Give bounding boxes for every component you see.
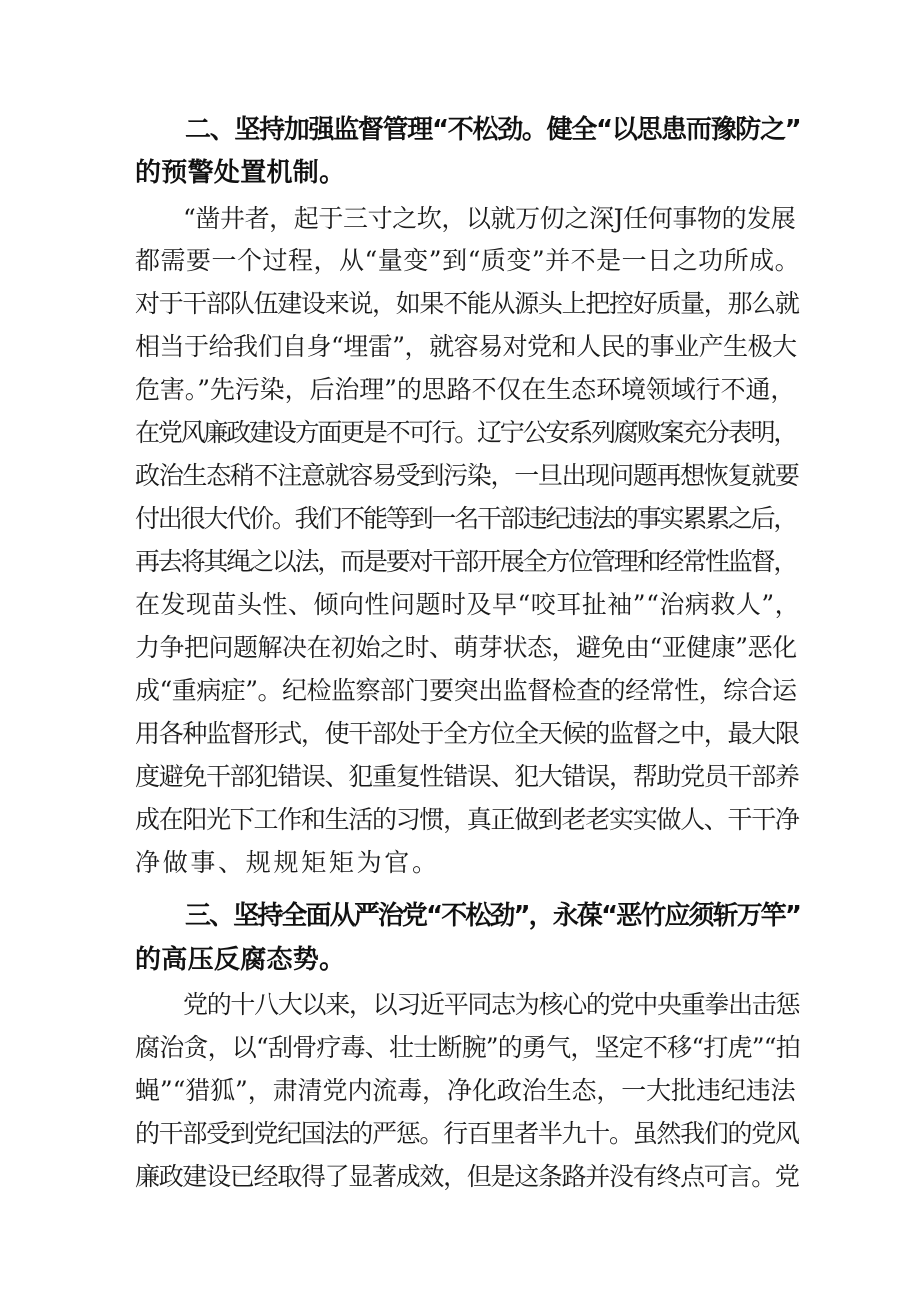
paragraph-line: 在党风廉政建设方面更是不可行。辽宁公安系列腐败案充分表明，: [135, 418, 797, 447]
section2-heading-line1: 二、坚持加强监督管理“不松劲。健全“以思患而豫防之”: [185, 115, 801, 145]
paragraph-line: 成“重病症”。纪检监察部门要突出监督检查的经常性，综合运: [135, 676, 797, 705]
paragraph-line: 危害。”先污染，后治理”的思路不仅在生态环境领域行不通，: [135, 375, 796, 404]
section3-heading-line1: 三、坚持全面从严治党“不松劲”，永葆“恶竹应须斩万竿”: [185, 901, 801, 931]
section2-heading-line2: 的预警处置机制。: [135, 158, 346, 188]
paragraph-line: 腐治贪，以“刮骨疗毒、壮士断腕”的勇气，坚定不移“打虎”“拍: [135, 1033, 800, 1062]
paragraph-line: 付出很大代价。我们不能等到一名干部违纪违法的事实累累之后，: [135, 504, 797, 533]
paragraph-line: 净做事、规规矩矩为官。: [135, 848, 440, 877]
paragraph-line: 蝇”“猎狐”，肃清党内流毒，净化政治生态，一大批违纪违法: [135, 1076, 796, 1105]
paragraph-line: 的干部受到党纪国法的严惩。行百里者半九十。虽然我们的党风: [135, 1119, 799, 1148]
paragraph-line: 用各种监督形式，使干部处于全方位全天候的监督之中，最大限: [135, 719, 799, 748]
paragraph-line: 成在阳光下工作和生活的习惯，真正做到老老实实做人、干干净: [135, 805, 799, 834]
paragraph-line: 再去将其绳之以法，而是要对干部开展全方位管理和经常性监督，: [135, 547, 797, 576]
paragraph-line: 都需要一个过程，从“量变”到“质变”并不是一日之功所成。: [135, 246, 801, 275]
paragraph-line: 度避免干部犯错误、犯重复性错误、犯大错误，帮助党员干部养: [135, 762, 799, 791]
paragraph-line: 对于干部队伍建设来说，如果不能从源头上把控好质量，那么就: [135, 289, 799, 318]
paragraph-line: 相当于给我们自身“埋雷”，就容易对党和人民的事业产生极大: [135, 332, 797, 361]
paragraph-line: “凿井者，起于三寸之坎，以就万仞之深J任何事物的发展: [183, 204, 796, 233]
paragraph-line: 政治生态稍不注意就容易受到污染，一旦出现问题再想恢复就要: [135, 461, 799, 490]
section3-heading-line2: 的高压反腐态势。: [135, 945, 346, 975]
paragraph-line: 在发现苗头性、倾向性问题时及早“咬耳扯袖”“治病救人”，: [135, 590, 801, 619]
paragraph-line: 廉政建设已经取得了显著成效，但是这条路并没有终点可言。党: [135, 1162, 799, 1191]
paragraph-line: 党的十八大以来，以习近平同志为核心的党中央重拳出击惩: [183, 990, 800, 1019]
paragraph-line: 力争把问题解决在初始之时、萌芽状态，避免由“亚健康”恶化: [135, 633, 797, 662]
